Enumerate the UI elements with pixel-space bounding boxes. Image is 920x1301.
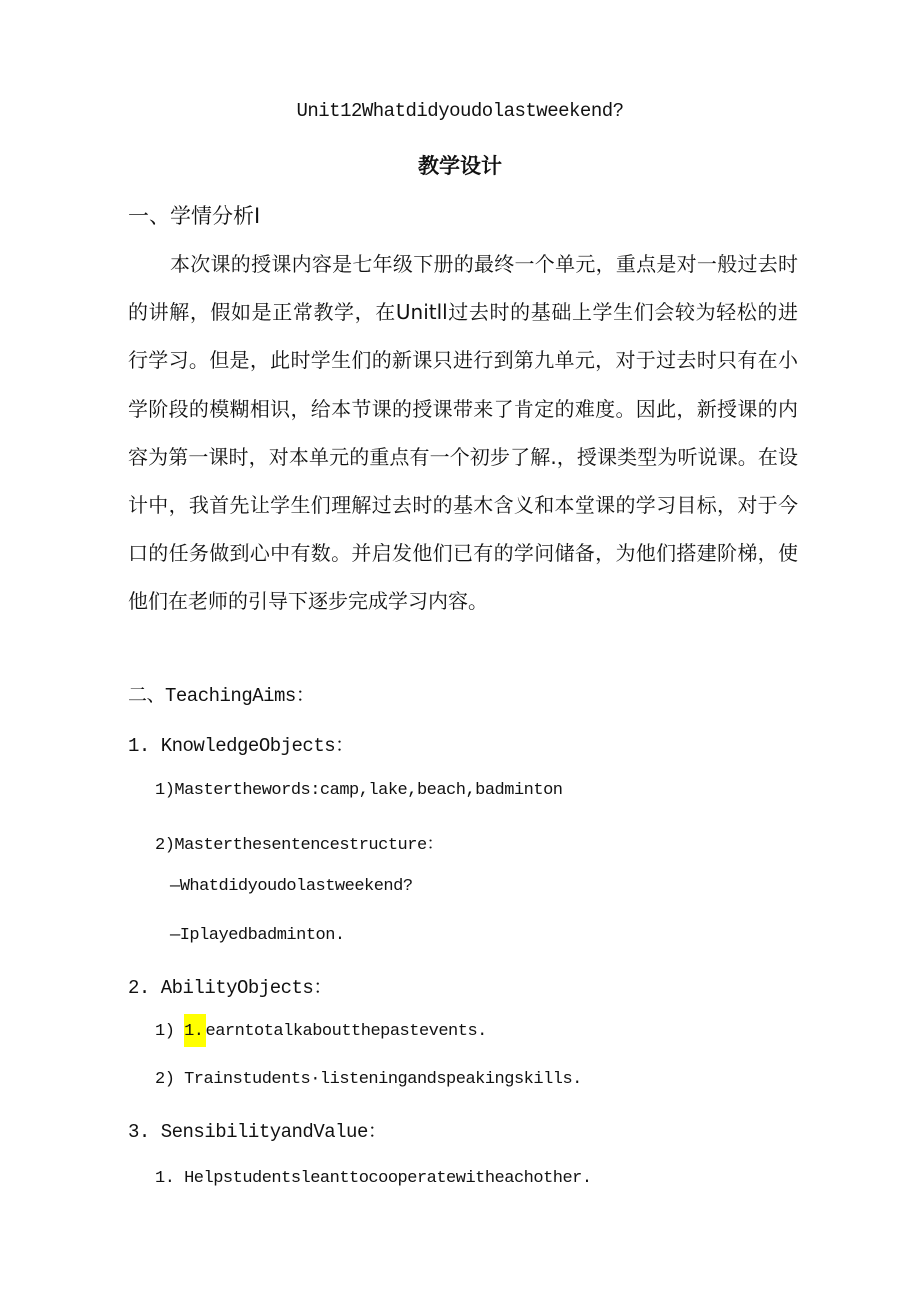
highlighted-text: 1. <box>184 1014 205 1047</box>
ability-objects-heading: 2. AbilityObjects： <box>128 977 332 999</box>
ability-item-1 <box>155 1022 487 1041</box>
ability-item-1-number: 1) <box>155 1022 185 1041</box>
sensibility-value-heading: 3. SensibilityandValue： <box>128 1121 387 1143</box>
learning-analysis-paragraph: 本次课的授课内容是七年级下册的最终一个单元，重点是对一般过去时的讲解，假如是正常教学，在Unitll过去时的基础上学生们会较为轻松的进行学习。但是，此时学生们的新课只进行到第九单元，对于过去时只有在小学阶段的模糊相识，给本节课的授课带来了肯定的难度。因此，新授课的内容为第一课时，对本单元的重点有一个初步了解.，授课类型为听说课。在设计中，我首先让学生们理解过去时的基木含义和本堂课的学习目标，对于今口的任务做到心中有数。并启发他们已有的学问储备，为他们搭建阶梯，使他们在老师的引导下逐步完成学习内容。 <box>128 252 798 614</box>
ability-item-2: 2) Trainstudents·listeningandspeakingskills. <box>155 1070 582 1089</box>
knowledge-objects-heading: 1. KnowledgeObjects： <box>128 735 354 757</box>
document-title: Unit12Whatdidyoudolastweekend? <box>296 100 624 122</box>
section-heading-learning-analysis: 一、学情分析I <box>128 204 261 228</box>
document-subtitle: 教学设计 <box>418 154 502 178</box>
dialog-question: —Whatdidyoudolastweekend? <box>170 877 413 896</box>
sensibility-item-1: 1. Helpstudentsleanttocooperatewitheachother. <box>155 1169 592 1188</box>
dialog-answer: —Iplayedbadminton. <box>170 926 345 945</box>
ability-item-1-text: earntotalkaboutthepastevents. <box>205 1022 487 1041</box>
section-heading-teaching-aims: 二、TeachingAims： <box>128 685 315 707</box>
knowledge-item-sentence-structure: 2)Masterthesentencestructure： <box>155 836 444 855</box>
knowledge-item-words: 1)Masterthewords:camp,lake,beach,badminton <box>155 781 563 800</box>
